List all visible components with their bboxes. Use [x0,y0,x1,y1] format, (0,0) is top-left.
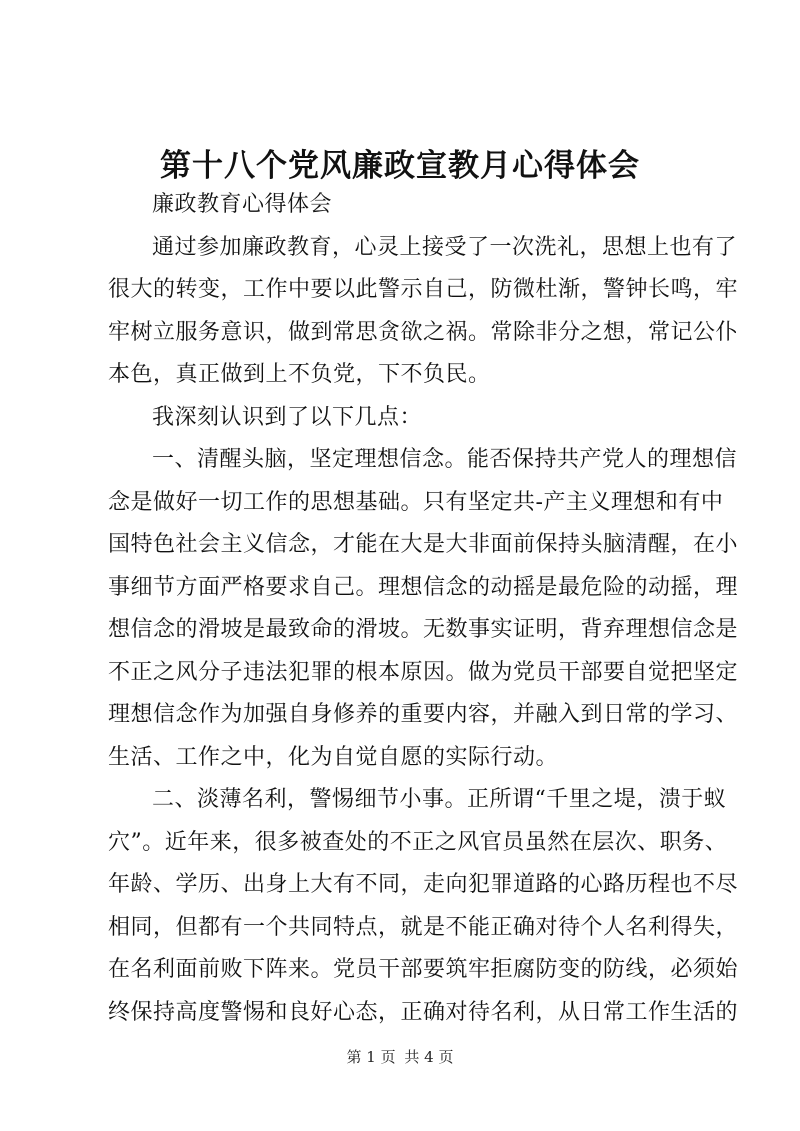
page-number: 第 1 页 [346,1048,396,1066]
body-line: 本色，真正做到上不负党，下不负民。 [108,362,491,387]
body-line: 我深刻认识到了以下几点： [152,404,423,430]
body-line: 穴”。近年来，很多被查处的不正之风官员虽然在层次、职务、 [108,829,728,855]
body-line: 理想信念作为加强自身修养的重要内容，并融入到日常的学习、 [108,702,739,727]
body-line: 牢树立服务意识，做到常思贪欲之祸。常除非分之想，常记公仆 [108,319,739,345]
body-line: 事细节方面严格要求自己。理想信念的动摇是最危险的动摇，理 [108,574,739,600]
body-line: 通过参加廉政教育，心灵上接受了一次洗礼，思想上也有了 [152,234,738,260]
body-line: 念是做好一切工作的思想基础。只有坚定共-产主义理想和有中 [108,489,724,515]
page-total: 共 4 页 [404,1048,454,1066]
body-line: 终保持高度警惕和良好心态，正确对待名利，从日常工作生活的 [108,999,739,1025]
body-line: 相同，但都有一个共同特点，就是不能正确对待个人名利得失， [108,914,739,940]
body-line: 很大的转变，工作中要以此警示自己，防微杜渐，警钟长鸣，牢 [108,277,739,302]
body-line: 生活、工作之中，化为自觉自愿的实际行动。 [108,744,559,770]
body-line: 不正之风分子违法犯罪的根本原因。做为党员干部要自觉把坚定 [108,659,739,685]
body-line: 想信念的滑坡是最致命的滑坡。无数事实证明，背弃理想信念是 [108,617,739,642]
body-line: 国特色社会主义信念，才能在大是大非面前保持头脑清醒，在小 [108,532,739,557]
body-line: 年龄、学历、出身上大有不同，走向犯罪道路的心路历程也不尽 [108,872,739,897]
document-title: 第十八个党风廉政宣教月心得体会 [160,148,640,184]
body-line: 在名利面前败下阵来。党员干部要筑牢拒腐防变的防线，必须始 [108,957,739,982]
body-line: 二、淡薄名利，警惕细节小事。正所谓“千里之堤，溃于蚁 [152,787,727,812]
body-line: 廉政教育心得体会 [152,192,333,217]
document-body [108,184,739,1034]
body-line: 一、清醒头脑，坚定理想信念。能否保持共产党人的理想信 [152,447,738,472]
page-footer [0,1046,800,1067]
